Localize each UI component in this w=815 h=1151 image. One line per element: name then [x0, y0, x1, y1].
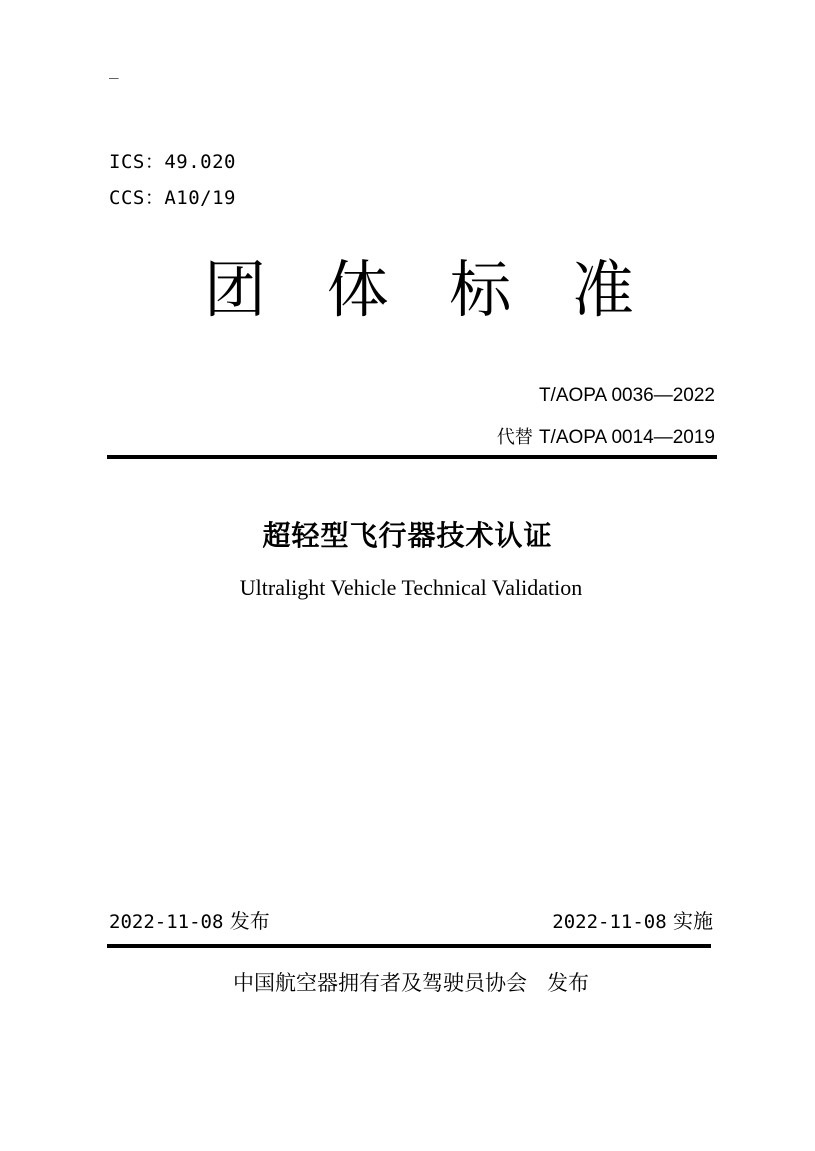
replaced-standard-number: T/AOPA 0014—2019 [538, 427, 715, 448]
top-divider-rule [107, 455, 717, 459]
title-char-1: 团 [204, 253, 267, 326]
replaces-label: 代替 [496, 427, 533, 448]
publish-date-line [109, 907, 270, 936]
publish-date-label: 发布 [229, 909, 270, 933]
title-char-4: 准 [571, 253, 634, 326]
publisher-publish-label: 发布 [547, 971, 590, 995]
replaces-line [497, 424, 715, 451]
publisher-name: 中国航空器拥有者及驾驶员协会 [232, 971, 527, 995]
top-dash-mark: _ [109, 60, 119, 79]
publish-date: 2022-11-08 [109, 911, 224, 933]
ics-code: ICS：49.020 [109, 151, 236, 173]
bottom-divider-rule [107, 944, 711, 948]
standard-title-english: Ultralight Vehicle Technical Validation [239, 575, 583, 600]
implement-date-line [552, 907, 713, 936]
implement-date-label: 实施 [673, 909, 713, 933]
publisher-line [0, 968, 815, 998]
title-char-2: 体 [326, 253, 389, 326]
implement-date: 2022-11-08 [552, 911, 667, 933]
document-type-title [204, 250, 634, 330]
standard-title-chinese: 超轻型飞行器技术认证 [262, 519, 553, 552]
title-char-3: 标 [449, 253, 512, 326]
ccs-code: CCS：A10/19 [109, 187, 236, 209]
standard-number: T/AOPA 0036—2022 [538, 385, 715, 406]
